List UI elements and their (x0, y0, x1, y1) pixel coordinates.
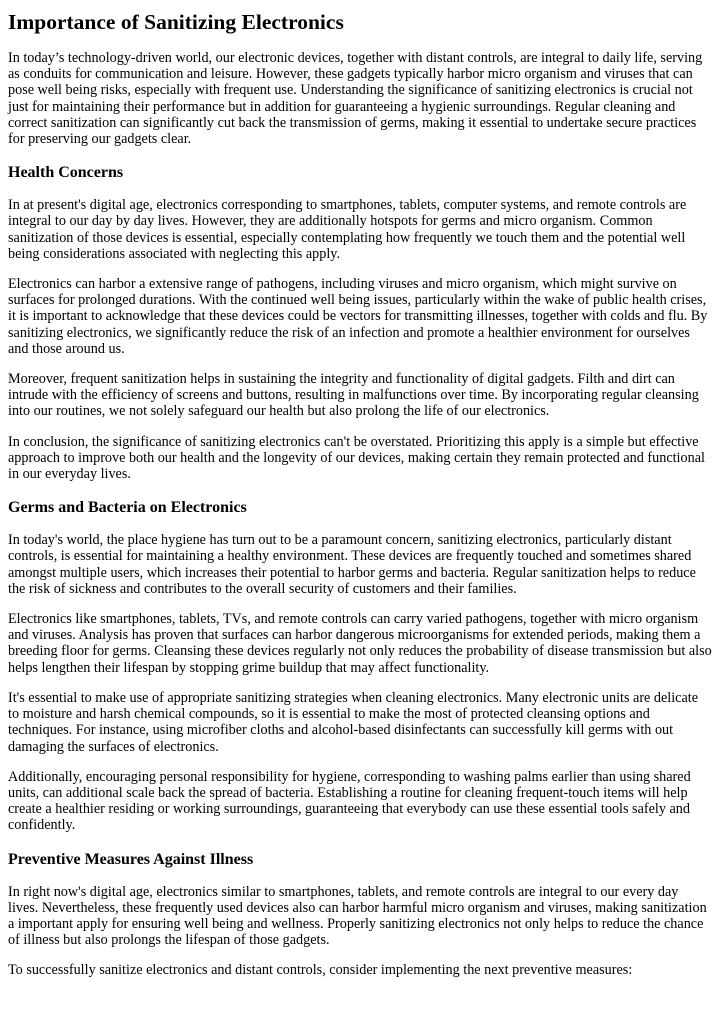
paragraph: It's essential to make use of appropriate sanitizing strategies when cleaning electronics. Many electronic units are delicate to moisture and harsh chemical compounds, so it is essential to make the most of protected cleansing options and techniques. For instance, using microfiber cloths and alcohol-based disinfectants can successfully kill germs with out damaging the surfaces of electronics. (8, 689, 698, 755)
page-title: Importance of Sanitizing Electronics (8, 10, 344, 34)
paragraph: In today's world, the place hygiene has turn out to be a paramount concern, sanitizing electronics, particularly distant controls, is essential for maintaining a healthy environment. These devices are frequently touched and sometimes shared amongst multiple users, which increases their potential to harbor germs and bacteria. Regular sanitization helps to reduce the risk of sickness and contributes to the overall security of customers and their families. (8, 532, 696, 597)
paragraph: Electronics can harbor a extensive range of pathogens, including viruses and micro organism, which might survive on surfaces for prolonged durations. With the continued well being issues, particularly within the wake of public health crises, it is important to acknowledge that these devices could be vectors for transmitting illnesses, together with colds and flu. By sanitizing electronics, we significantly reduce the risk of an infection and promote a healthier environment for ourselves and those around us. (8, 276, 708, 357)
section-heading-health-concerns: Health Concerns (8, 164, 124, 182)
paragraph: Moreover, frequent sanitization helps in sustaining the integrity and functionality of digital gadgets. Filth and dirt can intrude with the efficiency of screens and buttons, resulting in malfunctions over time. By incorporating regular cleansing into our routines, we not solely safeguard our health but also prolong the life of our electronics. (8, 371, 699, 420)
paragraph: In right now's digital age, electronics similar to smartphones, tablets, and remote controls are integral to our every day lives. Nevertheless, these frequently used devices also can harbor harmful micro organism and viruses, making sanitization a important apply for ensuring well being and wellness. Properly sanitizing electronics not only helps to reduce the chance of illness but also prolongs the lifespan of those gadgets. (8, 883, 707, 949)
paragraph: In conclusion, the significance of sanitizing electronics can't be overstated. Prioritizing this apply is a simple but effective approach to improve both our health and the longevity of our devices, making certain they remain protected and functional in our everyday lives. (8, 433, 705, 483)
section-heading-germs-bacteria: Germs and Bacteria on Electronics (8, 499, 247, 517)
paragraph: To successfully sanitize electronics and distant controls, consider implementing the next preventive measures: (8, 962, 633, 979)
paragraph: Electronics like smartphones, tablets, TVs, and remote controls can carry varied pathogens, together with micro organism and viruses. Analysis has proven that surfaces can harbor dangerous microorganisms for extended periods, making them a breeding floor for germs. Cleansing these devices regularly not only reduces the probability of disease transmission but also helps lengthen their lifespan by stopping grime buildup that may affect functionality. (8, 611, 712, 676)
intro-paragraph: In today’s technology-driven world, our electronic devices, together with distant controls, are integral to daily life, serving as conduits for communication and leisure. However, these gadgets typically harbor micro organism and viruses that can pose well being risks, especially with frequent use. Understanding the significance of sanitizing electronics is crucial not just for maintaining their performance but in addition for guaranteeing a hygienic surroundings. Regular cleaning and correct sanitization can significantly cut back the transmission of germs, making it essential to undertake secure practices for preserving our gadgets clear. (8, 50, 703, 148)
section-heading-preventive-measures: Preventive Measures Against Illness (8, 850, 254, 868)
paragraph: Additionally, encouraging personal responsibility for hygiene, corresponding to washing palms earlier than using shared units, can additional scale back the spread of bacteria. Establishing a routine for cleaning frequent-touch items will help create a healthier residing or working surroundings, guaranteeing that everybody can use these essential tools safely and confidently. (8, 768, 691, 834)
paragraph: In at present's digital age, electronics corresponding to smartphones, tablets, computer systems, and remote controls are integral to our day by day lives. However, they are additionally hotspots for germs and micro organism. Common sanitization of those devices is essential, especially contemplating how frequently we touch them and the potential well being considerations associated with neglecting this apply. (8, 197, 687, 262)
